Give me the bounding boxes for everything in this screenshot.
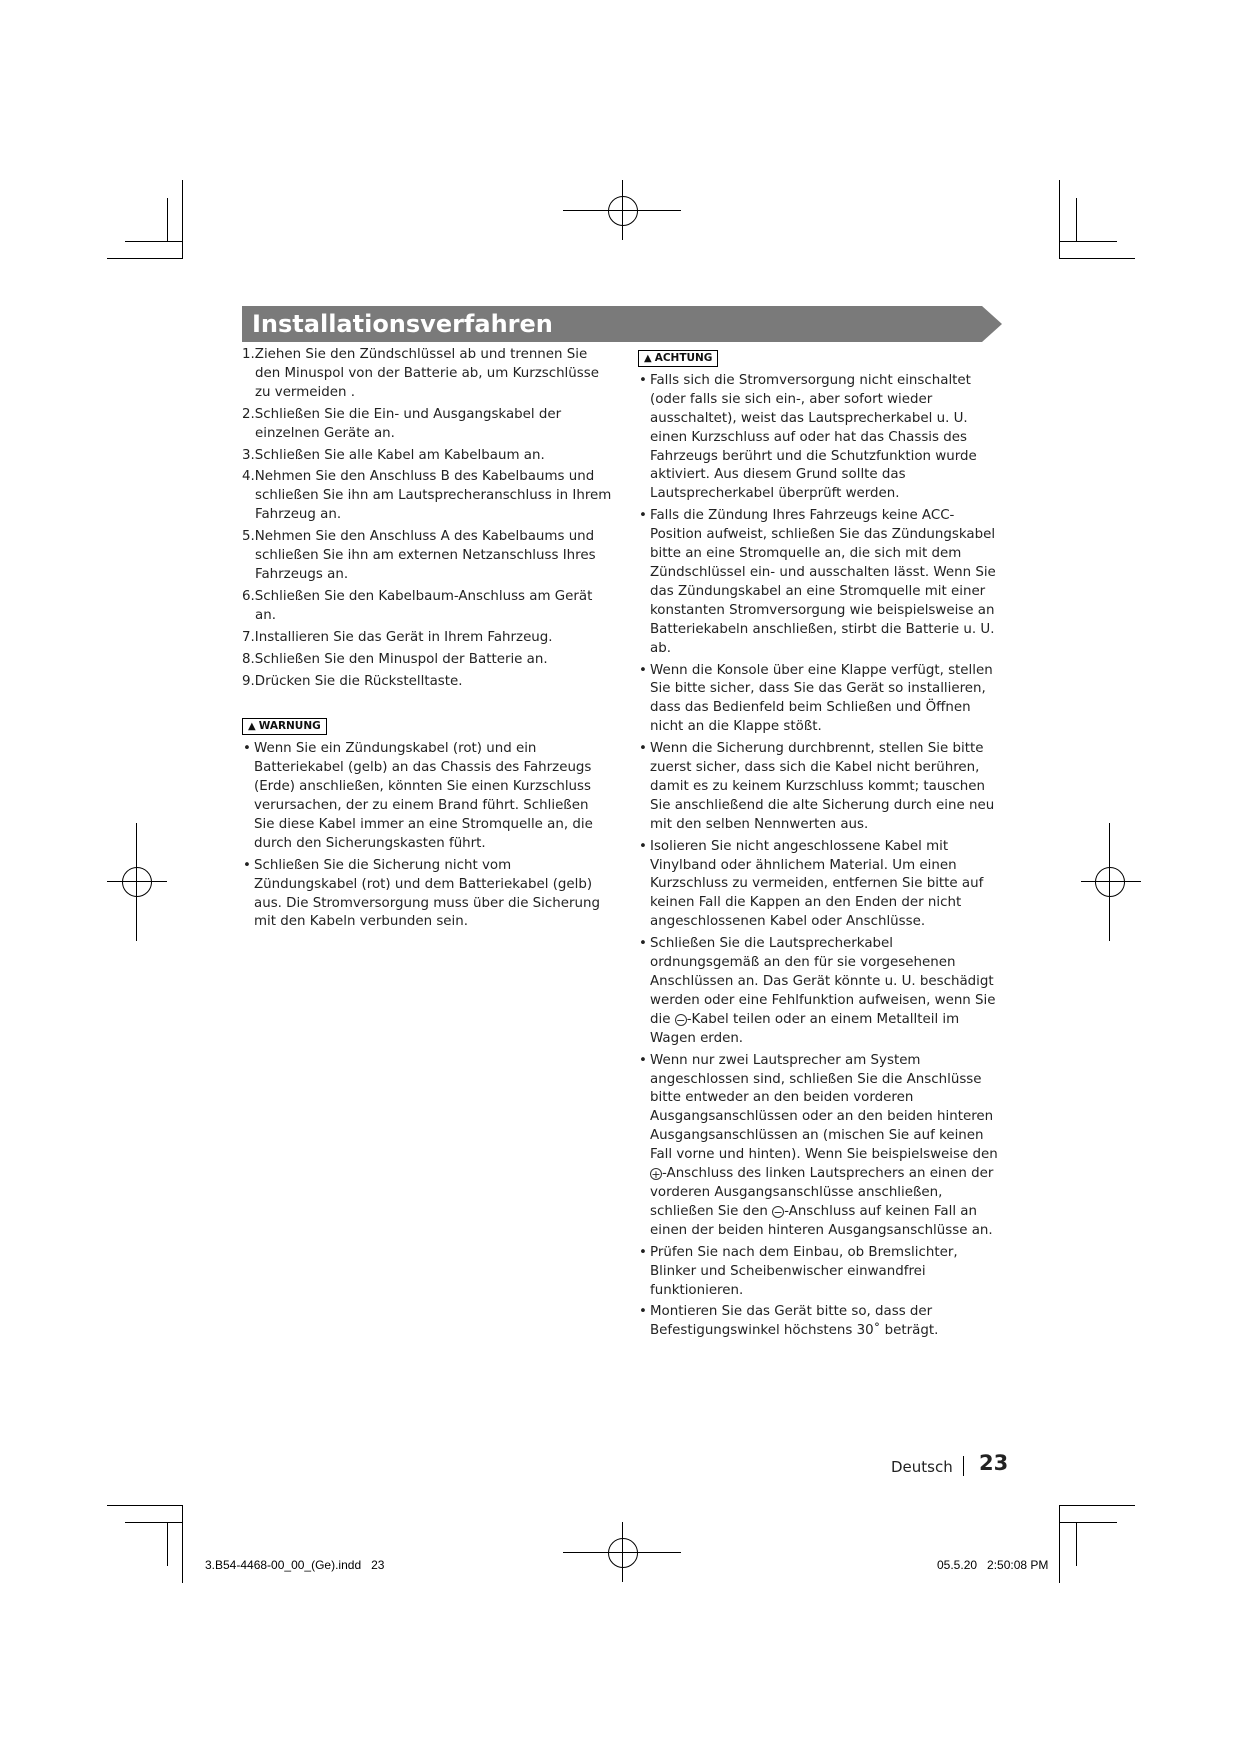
caution-item: • Montieren Sie das Gerät bitte so, dass der Befestigungswinkel höchstens 30˚ beträgt.	[639, 1304, 939, 1339]
warning-triangle-icon: ▲	[644, 353, 652, 364]
warning-triangle-icon: ▲	[248, 721, 256, 733]
warning-item: • Schließen Sie die Sicherung nicht vom Zündungskabel (rot) und dem Batteriekabel (gelb) aus. Die Stromversorgung muss über die Sicherung mit den Kabeln verbunden sein.	[243, 857, 600, 930]
warning-label: WARNUNG	[258, 720, 321, 733]
caution-item: • Wenn die Sicherung durchbrennt, stellen Sie bitte zuerst sicher, dass sich die Kabel nicht berühren, damit es zu keinem Kurzschluss kommt; tauschen Sie anschließend die alte Sicherung durch eine neu mit den selben Nennwerten aus.	[639, 741, 995, 832]
bullet-icon: •	[243, 741, 251, 757]
footer-language: Deutsch	[891, 1458, 953, 1476]
page-number: 23	[979, 1451, 1009, 1475]
caution-list	[638, 372, 1006, 1341]
section-title: Installationsverfahren	[252, 310, 553, 338]
step-item: 3.Schließen Sie alle Kabel am Kabelbaum an.	[242, 447, 545, 463]
caution-item: • Wenn nur zwei Lautsprecher am System angeschlossen sind, schließen Sie die Anschlüsse bitte entweder an den beiden vorderen Ausgangsanschlüssen oder an den beiden hinteren Ausgangsanschlüssen an (mischen Sie auf keinen Fall vorne und hinten). Wenn Sie beispielsweise den +-Anschluss des linken Lautsprechers an einen der vorderen Ausgangsanschlüsse anschließen, schließen Sie den −-Anschluss auf keinen Fall an einen der beiden hinteren Ausgangsanschlüsse an.	[639, 1052, 998, 1238]
caution-badge	[638, 350, 718, 367]
step-item: 8.Schließen Sie den Minuspol der Batterie an.	[242, 651, 548, 667]
bullet-icon: •	[639, 936, 647, 952]
left-column	[242, 346, 612, 935]
step-item: 4.Nehmen Sie den Anschluss B des Kabelbaums und schließen Sie ihn am Lautsprecheranschluss in Ihrem Fahrzeug an.	[242, 469, 612, 523]
minus-circle-icon: −	[676, 1013, 686, 1027]
bullet-icon: •	[639, 1304, 647, 1320]
footer-divider	[963, 1456, 964, 1476]
plus-circle-icon: +	[651, 1168, 661, 1182]
caution-item: • Prüfen Sie nach dem Einbau, ob Bremslichter, Blinker und Scheibenwischer einwandfrei funktionieren.	[639, 1244, 958, 1298]
caution-item: • Falls sich die Stromversorgung nicht einschaltet (oder falls sie sich ein-, aber sofort wieder ausschaltet), weist das Lautsprecherkabel u. U. einen Kurzschluss auf oder hat das Chassis des Fahrzeugs berührt und die Schutzfunktion wurde aktiviert. Aus diesem Grund sollte das Lautsprecherkabel überprüft werden.	[639, 372, 977, 502]
step-item: 5.Nehmen Sie den Anschluss A des Kabelbaums und schließen Sie ihn am externen Netzanschluss Ihres Fahrzeugs an.	[242, 529, 596, 582]
bullet-icon: •	[639, 741, 647, 757]
step-item: 7.Installieren Sie das Gerät in Ihrem Fahrzeug.	[242, 629, 553, 645]
bullet-icon: •	[639, 838, 647, 854]
step-item: 9.Drücken Sie die Rückstelltaste.	[242, 673, 463, 689]
caution-item: • Isolieren Sie nicht angeschlossene Kabel mit Vinylband oder ähnlichem Material. Um einen Kurzschluss zu vermeiden, entfernen Sie bitte auf keinen Fall die Kappen an den Enden der nicht angeschlossenen Kabel oder Anschlüsse.	[639, 838, 984, 930]
slug-filename: 3.B54-4468-00_00_(Ge).indd 23	[205, 1558, 385, 1572]
warning-block	[242, 717, 612, 932]
bullet-icon: •	[639, 662, 647, 678]
step-item: 2.Schließen Sie die Ein- und Ausgangskabel der einzelnen Geräte an.	[242, 406, 562, 441]
installation-steps	[242, 346, 612, 691]
bullet-icon: •	[639, 1244, 647, 1260]
caution-item: • Schließen Sie die Lautsprecherkabel ordnungsgemäß an den für sie vorgesehenen Anschlüssen an. Das Gerät könnte u. U. beschädigt werden oder eine Fehlfunktion aufweisen, wenn Sie die −-Kabel teilen oder an einem Metallteil im Wagen erden.	[639, 936, 996, 1046]
step-item: 1.Ziehen Sie den Zündschlüssel ab und trennen Sie den Minuspol von der Batterie ab, um Kurzschlüsse zu vermeiden .	[242, 347, 599, 400]
bullet-icon: •	[243, 857, 251, 873]
caution-item: • Falls die Zündung Ihres Fahrzeugs keine ACC-Position aufweist, schließen Sie das Zündungskabel bitte an eine Stromquelle an, die sich mit dem Zündschlüssel ein- und ausschalten lässt. Wenn Sie das Zündungskabel an eine Stromquelle mit einer konstanten Stromversorgung wie beispielsweise an Batteriekabeln anschließen, stirbt die Batterie u. U. ab.	[639, 508, 996, 656]
right-column	[638, 349, 1006, 1344]
bullet-icon: •	[639, 508, 647, 524]
bullet-icon: •	[639, 1052, 647, 1068]
slug-timestamp: 05.5.20 2:50:08 PM	[937, 1558, 1049, 1572]
warning-badge	[242, 718, 327, 735]
warning-list	[242, 740, 612, 932]
bullet-icon: •	[639, 372, 647, 388]
minus-circle-icon: −	[773, 1205, 783, 1219]
caution-label: ACHTUNG	[654, 352, 713, 364]
warning-item: • Wenn Sie ein Zündungskabel (rot) und ein Batteriekabel (gelb) an das Chassis des Fahrzeugs (Erde) anschließen, könnten Sie einen Kurzschluss verursachen, der zu einem Brand führt. Schließen Sie diese Kabel immer an eine Stromquelle an, die durch den Sicherungskasten führt.	[243, 741, 593, 851]
step-item: 6.Schließen Sie den Kabelbaum-Anschluss am Gerät an.	[242, 588, 593, 623]
caution-item: • Wenn die Konsole über eine Klappe verfügt, stellen Sie bitte sicher, dass Sie das Gerät so installieren, dass das Bedienfeld beim Schließen und Öffnen nicht an die Klappe stößt.	[639, 662, 993, 735]
